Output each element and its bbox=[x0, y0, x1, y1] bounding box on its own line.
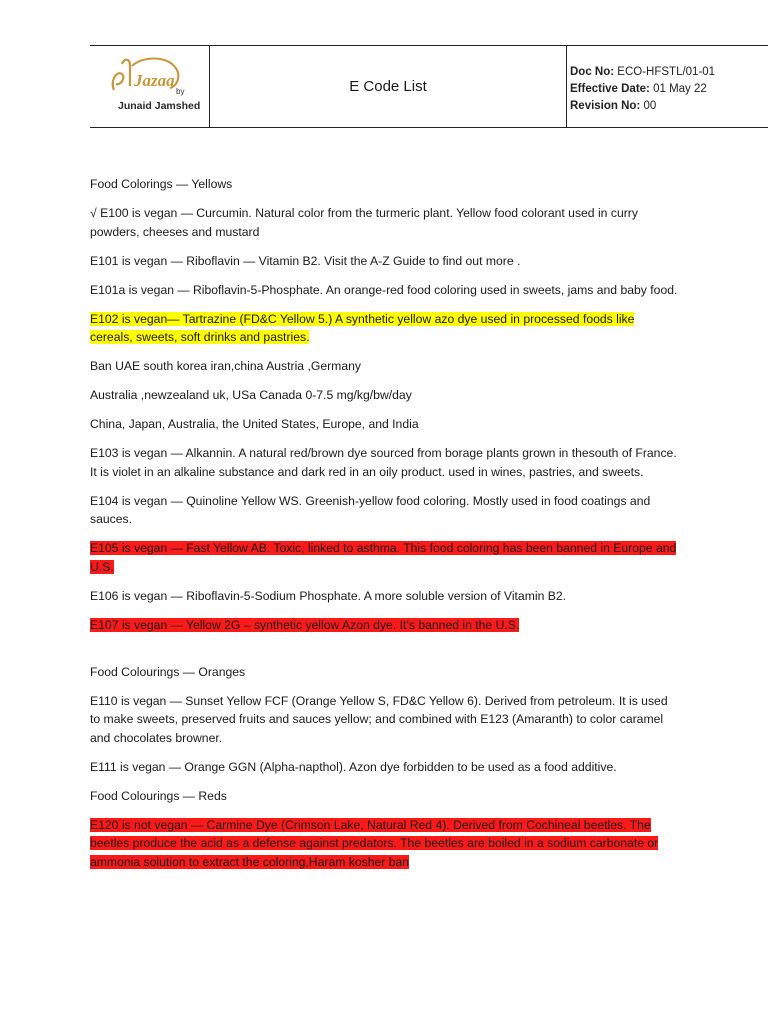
effective-date-row bbox=[570, 81, 715, 98]
entry-e110: E110 is vegan — Sunset Yellow FCF (Orange Yellow S, FD&C Yellow 6). Derived from petroleum. It is used to make sweets, preserved fruits and sauces yellow; and combined with E123 (Amaranth) to color caramel and chocolates browner. bbox=[90, 693, 668, 745]
logo-area bbox=[90, 46, 209, 127]
limit-countries: Australia ,newzealand uk, USa Canada 0-7.5 mg/kg/bw/day bbox=[90, 388, 412, 402]
entry-e101: E101 is vegan — Riboflavin — Vitamin B2. Visit the A-Z Guide to find out more . bbox=[90, 253, 521, 268]
entry-e106: E106 is vegan — Riboflavin-5-Sodium Phosphate. A more soluble version of Vitamin B2. bbox=[90, 588, 567, 603]
logo-by: by bbox=[176, 87, 185, 96]
effective-date-label: Effective Date: bbox=[570, 83, 650, 95]
highlighted-text: E120 is not vegan — Carmine Dye (Crimson Lake, Natural Red 4). Derived from Cochineal beetles. The beetles produce the acid as a defense against predators. The beetles are boiled in a sodium carbonate or ammonia solution to extract the coloring,Haram kosher ban bbox=[90, 817, 659, 869]
entry-e111: E111 is vegan — Orange GGN (Alpha-napthol). Azon dye forbidden to be used as a food additive. bbox=[90, 759, 617, 774]
entry-e104: E104 is vegan — Quinoline Yellow WS. Greenish-yellow food coloring. Mostly used in food coatings and sauces. bbox=[90, 493, 651, 526]
document-title: E Code List bbox=[209, 46, 567, 127]
approved-countries: China, Japan, Australia, the United States, Europe, and India bbox=[90, 417, 419, 431]
section-heading-yellows: Food Colorings — Yellows bbox=[90, 177, 233, 191]
logo-subtitle: Junaid Jamshed bbox=[118, 100, 201, 112]
entry-e107 bbox=[90, 616, 680, 635]
document-header bbox=[90, 45, 768, 128]
doc-no-label: Doc No: bbox=[570, 66, 615, 78]
logo-wordmark: Jazaa bbox=[134, 71, 175, 90]
effective-date-value: 01 May 22 bbox=[653, 83, 707, 95]
highlighted-text: E102 is vegan— Tartrazine (FD&C Yellow 5.) A synthetic yellow azo dye used in processed foods like cereals, sweets, soft drinks and pastries. bbox=[90, 311, 635, 344]
revision-label: Revision No: bbox=[570, 100, 641, 112]
entry-e120 bbox=[90, 816, 680, 872]
jazaa-logo-icon bbox=[108, 52, 192, 98]
entry-e101a: E101a is vegan — Riboflavin-5-Phosphate. An orange-red food coloring used in sweets, jams and baby food. bbox=[90, 282, 678, 297]
section-heading-oranges: Food Colourings — Oranges bbox=[90, 664, 246, 679]
spacer bbox=[90, 645, 680, 663]
entry-e102 bbox=[90, 310, 680, 347]
highlighted-text: E105 is vegan — Fast Yellow AB. Toxic, linked to asthma. This food coloring has been banned in Europe and U.S. bbox=[90, 541, 677, 574]
document-body bbox=[90, 175, 680, 882]
highlighted-text: E107 is vegan — Yellow 2G – synthetic yellow Azon dye. It’s banned in the U.S. bbox=[90, 617, 520, 632]
revision-value: 00 bbox=[643, 100, 657, 112]
entry-e105 bbox=[90, 539, 680, 576]
doc-no-row bbox=[570, 64, 715, 81]
section-heading-reds: Food Colourings — Reds bbox=[90, 788, 227, 803]
document-meta bbox=[570, 64, 715, 115]
entry-e100: √ E100 is vegan — Curcumin. Natural color from the turmeric plant. Yellow food colorant used in curry powders, cheeses and mustard bbox=[90, 206, 638, 239]
doc-no-value: ECO-HFSTL/01-01 bbox=[617, 66, 716, 78]
entry-e103: E103 is vegan — Alkannin. A natural red/brown dye sourced from borage plants grown in thesouth of France. It is violet in an alkaline substance and dark red in an oily product. used in wines, pastries, and sweets. bbox=[90, 446, 677, 479]
revision-row bbox=[570, 98, 715, 115]
ban-countries: Ban UAE south korea iran,china Austria ,Germany bbox=[90, 359, 361, 373]
